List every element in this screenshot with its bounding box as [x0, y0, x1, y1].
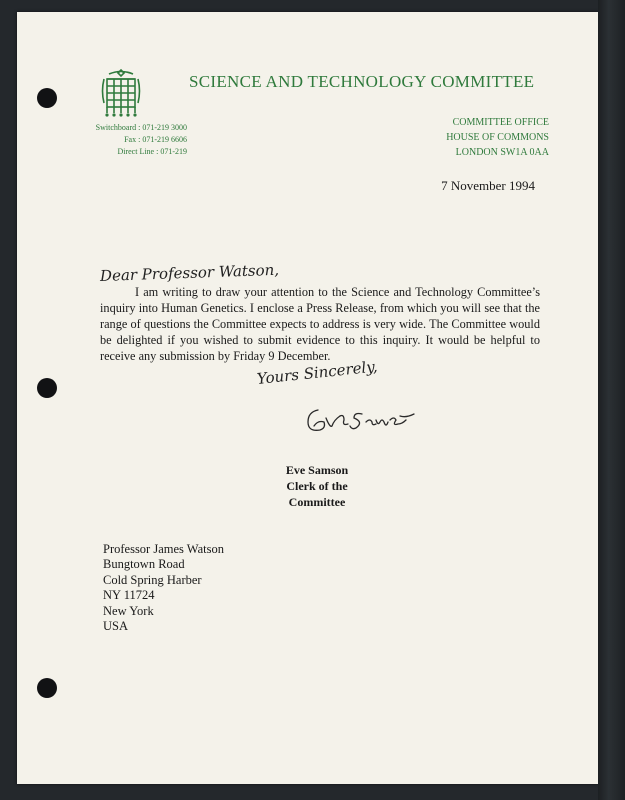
direct-line-number: Direct Line : 071-219 — [117, 147, 187, 156]
office-address — [417, 115, 549, 160]
punch-hole — [37, 378, 57, 398]
addressee-line: NY 11724 — [103, 588, 155, 603]
scanner-edge — [598, 0, 625, 800]
handwritten-salutation: Dear Professor Watson, — [99, 260, 280, 285]
addressee-line: Bungtown Road — [103, 557, 185, 572]
fax-number: Fax : 071-219 6606 — [124, 135, 187, 144]
addressee-block — [103, 542, 224, 634]
switchboard-number: Switchboard : 071-219 3000 — [95, 123, 187, 132]
office-line: LONDON SW1A 0AA — [455, 147, 549, 158]
signer-name: Eve Samson — [285, 463, 349, 477]
office-line: HOUSE OF COMMONS — [446, 132, 549, 143]
handwritten-closing: Yours Sincerely, — [256, 357, 379, 388]
office-line: COMMITTEE OFFICE — [452, 117, 549, 128]
handwritten-signature — [304, 402, 419, 438]
punch-hole — [37, 678, 57, 698]
addressee-line: Cold Spring Harber — [103, 572, 202, 587]
contact-block — [67, 122, 187, 158]
punch-hole — [37, 88, 57, 108]
committee-title: SCIENCE AND TECHNOLOGY COMMITTEE — [189, 72, 535, 91]
addressee-line: USA — [103, 619, 129, 634]
letter-page — [17, 12, 598, 784]
signer-block — [257, 462, 377, 510]
letter-date: 7 November 1994 — [441, 178, 535, 193]
addressee-line: New York — [103, 603, 154, 618]
signer-title: Clerk of the Committee — [286, 479, 348, 509]
addressee-line: Professor James Watson — [103, 542, 224, 556]
portcullis-icon — [101, 67, 141, 119]
letter-body: I am writing to draw your attention to the Science and Technology Committee’s inquiry into Human Genetics. I enclose a Press Release, from which you will see that the range of questions the Committee expects to address is very wide. The Committee would be delighted if you wished to submit evidence to this inquiry. It would be helpful to receive any submission by Friday 9 December. — [100, 285, 540, 363]
